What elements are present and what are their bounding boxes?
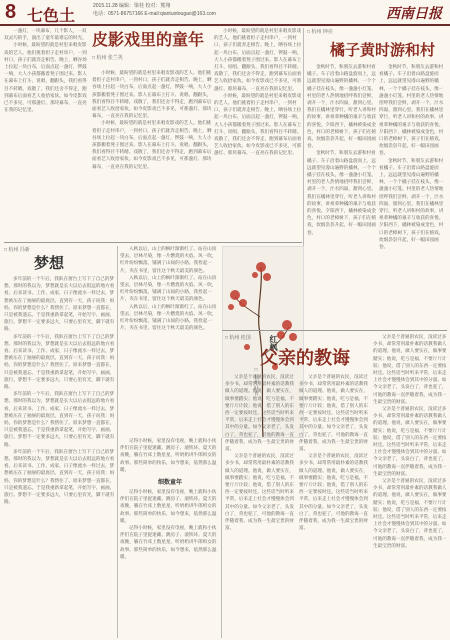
article-4-title: 父亲的教诲	[260, 348, 350, 369]
article-2-body-b: 多年前的一个午后，我趴在窗台上写下了自己的梦想。那时的我以为，梦想就是长大以后去很远的地方看看。后来读书、工作、成家，日子像流水一样过去，梦想被压在了抽屉的最底层。直到有一天，孩子问我：妈妈，你的梦想是什么？我愣住了。原来梦想一直都在，只是被我遗忘。于是我重新拿起笔，开始写字、画画、旅行。梦想不一定要多远大，只要心里有光，脚下就有路。	[4, 334, 115, 391]
section-title: 七色土	[27, 8, 76, 25]
article-3-body-col-2	[379, 64, 447, 326]
column-divider-2	[117, 246, 118, 638]
article-4-body-col-3	[373, 334, 447, 638]
article-5-body-b: 入秋以后，山上的枫叶渐渐红了。站在山顶望去，层林尽染，像一片燃烧的火焰。风一吹，红叶纷纷飘落，铺满了山间的小路。我捡起一片，夹在书里，留住这个秋天最美的颜色。	[120, 275, 217, 303]
article-3-body-d: 金秋时节，和朋友去游和村看橘子。车子沿着山路盘旋而上，远远就望见漫山遍野的橘林，一个个橘子挂在枝头，像一盏盏小灯笼。村里的老人热情地招呼我们尝鲜，剥开一个，汁水四溢，甜到心里。我们在橘林里穿行，听老人讲和村的故事，讲祖辈种橘的艰辛与收获的喜悦。夕阳西下，橘林被染成金色，村口的老樟树下，孩子们在嬉戏，炊烟袅袅升起，好一幅田园画卷。	[379, 158, 444, 251]
article-1-body-c: 小时候，最盼望的就是村里来唱皮影戏的艺人。他们挑着担子走村串户，一到村口，孩子们就奔走相告。晚上，晒谷场上拉起一块白布，后面点起一盏灯，锣鼓一响，大人小孩都搬着凳子围过来。影人在幕布上打斗、说唱、翻跟头，我们看得目不转睛。戏散了，我们还舍不得走，跑到幕布后面看艺人收拾家伙。如今皮影戏已不多见，可那盏灯、那块幕布，一直亮在我的记忆里。	[92, 121, 212, 170]
article-3-body-a: 金秋时节，和朋友去游和村看橘子。车子沿着山路盘旋而上，远远就望见漫山遍野的橘林，一个个橘子挂在枝头，像一盏盏小灯笼。村里的老人热情地招呼我们尝鲜，剥开一个，汁水四溢，甜到心里。我们在橘林里穿行，听老人讲和村的故事，讲祖辈种橘的艰辛与收获的喜悦。夕阳西下，橘林被染成金色，村口的老樟树下，孩子们在嬉戏，炊烟袅袅升起，好一幅田园画卷。	[307, 65, 376, 150]
article-1-body-b: 小时候，最盼望的就是村里来唱皮影戏的艺人。他们挑着担子走村串户，一到村口，孩子们就奔走相告。晚上，晒谷场上拉起一块白布，后面点起一盏灯，锣鼓一响，大人小孩都搬着凳子围过来。影人在幕布上打斗、说唱、翻跟头，我们看得目不转睛。戏散了，我们还舍不得走，跑到幕布后面看艺人收拾家伙。如今皮影戏已不多见，可那盏灯、那块幕布，一直亮在我的记忆里。	[92, 71, 212, 120]
article-1-body-col	[92, 70, 212, 240]
article-2-body-d: 多年前的一个午后，我趴在窗台上写下了自己的梦想。那时的我以为，梦想就是长大以后去很远的地方看看。后来读书、工作、成家，日子像流水一样过去，梦想被压在了抽屉的最底层。直到有一天，孩子问我：妈妈，你的梦想是什么？我愣住了。原来梦想一直都在，只是被我遗忘。于是我重新拿起笔，开始写字、画画、旅行。梦想不一定要多远大，只要心里有光，脚下就有路。	[4, 449, 115, 506]
article-3-body-c: 金秋时节，和朋友去游和村看橘子。车子沿着山路盘旋而上，远远就望见漫山遍野的橘林，一个个橘子挂在枝头，像一盏盏小灯笼。村里的老人热情地招呼我们尝鲜，剥开一个，汁水四溢，甜到心里。我们在橘林里穿行，听老人讲和村的故事，讲祖辈种橘的艰辛与收获的喜悦。夕阳西下，橘林被染成金色，村口的老樟树下，孩子们在嬉戏，炊烟袅袅升起，好一幅田园画卷。	[379, 65, 444, 157]
article-1-byline: □ 杭州 张兰英	[92, 55, 123, 61]
article-1-body-col-2	[214, 28, 302, 240]
article-4-body-col-2	[299, 374, 371, 638]
article-4-byline: □ 杭州 桂国	[225, 335, 251, 341]
page-header	[0, 0, 450, 26]
article-4-body-b: 父亲是个普通的农民，没读过多少书，却常常用最朴素的话教我做人的道理。他说，做人要实在，做事要踏实；他说，吃亏是福，不要斤斤计较；他说，借了别人的东西一定要按时还。这些话当时听来平常，后来走上社会才慢慢体会到其中的分量。如今父亲老了，头发白了，背也驼了，可他的教诲一直伴随着我，成为我一生最宝贵的财富。	[225, 454, 294, 532]
article-6-body-c: 记得小时候，家里没有电视，晚上就和小伙伴们在院子里捉迷藏、跳房子、滚铁环。夏天的夜晚，躺在竹床上数星星，听奶奶讲牛郎织女的故事。那些简单的快乐，如今想来，依然那么温暖。	[120, 526, 217, 560]
article-1-body-d: 小时候，最盼望的就是村里来唱皮影戏的艺人。他们挑着担子走村串户，一到村口，孩子们就奔走相告。晚上，晒谷场上拉起一块白布，后面点起一盏灯，锣鼓一响，大人小孩都搬着凳子围过来。影人在幕布上打斗、说唱、翻跟头，我们看得目不转睛。戏散了，我们还舍不得走，跑到幕布后面看艺人收拾家伙。如今皮影戏已不多见，可那盏灯、那块幕布，一直亮在我的记忆里。	[214, 29, 302, 92]
article-4-body-e: 父亲是个普通的农民，没读过多少书，却常常用最朴素的话教我做人的道理。他说，做人要实在，做事要踏实；他说，吃亏是福，不要斤斤计较；他说，借了别人的东西一定要按时还。这些话当时听来平常，后来走上社会才慢慢体会到其中的分量。如今父亲老了，头发白了，背也驼了，可他的教诲一直伴随着我，成为我一生最宝贵的财富。	[373, 335, 447, 405]
article-3-byline: □ 杭州 钟亮	[307, 29, 333, 35]
article-3-body-b: 金秋时节，和朋友去游和村看橘子。车子沿着山路盘旋而上，远远就望见漫山遍野的橘林，一个个橘子挂在枝头，像一盏盏小灯笼。村里的老人热情地招呼我们尝鲜，剥开一个，汁水四溢，甜到心里。我们在橘林里穿行，听老人讲和村的故事，讲祖辈种橘的艰辛与收获的喜悦。夕阳西下，橘林被染成金色，村口的老樟树下，孩子们在嬉戏，炊烟袅袅升起，好一幅田园画卷。	[307, 151, 376, 236]
article-6-body-a: 记得小时候，家里没有电视，晚上就和小伙伴们在院子里捉迷藏、跳房子、滚铁环。夏天的夜晚，躺在竹床上数星星，听奶奶讲牛郎织女的故事。那些简单的快乐，如今想来，依然那么温暖。	[120, 439, 217, 473]
article-4-body-a: 父亲是个普通的农民，没读过多少书，却常常用最朴素的话教我做人的道理。他说，做人要实在，做事要踏实；他说，吃亏是福，不要斤斤计较；他说，借了别人的东西一定要按时还。这些话当时听来平常，后来走上社会才慢慢体会到其中的分量。如今父亲老了，头发白了，背也驼了，可他的教诲一直伴随着我，成为我一生最宝贵的财富。	[225, 375, 294, 453]
article-2-body-a: 多年前的一个午后，我趴在窗台上写下了自己的梦想。那时的我以为，梦想就是长大以后去很远的地方看看。后来读书、工作、成家，日子像流水一样过去，梦想被压在了抽屉的最底层。直到有一天，孩子问我：妈妈，你的梦想是什么？我愣住了。原来梦想一直都在，只是被我遗忘。于是我重新拿起笔，开始写字、画画、旅行。梦想不一定要多远大，只要心里有光，脚下就有路。	[4, 277, 115, 333]
article-4-body-f: 父亲是个普通的农民，没读过多少书，却常常用最朴素的话教我做人的道理。他说，做人要实在，做事要踏实；他说，吃亏是福，不要斤斤计较；他说，借了别人的东西一定要按时还。这些话当时听来平常，后来走上社会才慢慢体会到其中的分量。如今父亲老了，头发白了，背也驼了，可他的教诲一直伴随着我，成为我一生最宝贵的财富。	[373, 407, 447, 477]
article-1-title: 皮影戏里的童年	[92, 30, 205, 49]
date-editor: 2015.11.28 编辑：梁桂 校对：熊翔	[93, 3, 171, 9]
article-3-title: 橘子黄时游和村	[330, 41, 436, 59]
article-6-subhead: 细数童年	[157, 480, 182, 487]
article-2-body-c: 多年前的一个午后，我趴在窗台上写下了自己的梦想。那时的我以为，梦想就是长大以后去很远的地方看看。后来读书、工作、成家，日子像流水一样过去，梦想被压在了抽屉的最底层。直到有一天，孩子问我：妈妈，你的梦想是什么？我愣住了。原来梦想一直都在，只是被我遗忘。于是我重新拿起笔，开始写字、画画、旅行。梦想不一定要多远大，只要心里有光，脚下就有路。	[4, 392, 115, 448]
article-4-body-c: 父亲是个普通的农民，没读过多少书，却常常用最朴素的话教我做人的道理。他说，做人要实在，做事要踏实；他说，吃亏是福，不要斤斤计较；他说，借了别人的东西一定要按时还。这些话当时听来平常，后来走上社会才慢慢体会到其中的分量。如今父亲老了，头发白了，背也驼了，可他的教诲一直伴随着我，成为我一生最宝贵的财富。	[299, 375, 368, 453]
article-1-lead-col	[4, 28, 90, 240]
page-number: 8	[5, 1, 17, 23]
painting-caption: 红枫	[269, 335, 279, 351]
article-5-body-a: 入秋以后，山上的枫叶渐渐红了。站在山顶望去，层林尽染，像一片燃烧的火焰。风一吹，红叶纷纷飘落，铺满了山间的小路。我捡起一片，夹在书里，留住这个秋天最美的颜色。	[120, 247, 217, 274]
article-5-body-c: 入秋以后，山上的枫叶渐渐红了。站在山顶望去，层林尽染，像一片燃烧的火焰。风一吹，红叶纷纷飘落，铺满了山间的小路。我捡起一片，夹在书里，留住这个秋天最美的颜色。	[120, 304, 217, 332]
section-divider	[4, 242, 302, 243]
article-1-lead: 一盏灯，一块幕布，几个影人，一双双灵巧的手，演出了童年最难忘的时光。	[4, 29, 87, 42]
newspaper-masthead: 西南日报	[386, 6, 442, 22]
column-divider-3	[221, 438, 222, 638]
article-2-header	[4, 246, 104, 276]
article-3-body-col	[307, 64, 377, 326]
article-4-body-d: 父亲是个普通的农民，没读过多少书，却常常用最朴素的话教我做人的道理。他说，做人要实在，做事要踏实；他说，吃亏是福，不要斤斤计较；他说，借了别人的东西一定要按时还。这些话当时听来平常，后来走上社会才慢慢体会到其中的分量。如今父亲老了，头发白了，背也驼了，可他的教诲一直伴随着我，成为我一生最宝贵的财富。	[299, 454, 368, 532]
article-4-body-g: 父亲是个普通的农民，没读过多少书，却常常用最朴素的话教我做人的道理。他说，做人要实在，做事要踏实；他说，吃亏是福，不要斤斤计较；他说，借了别人的东西一定要按时还。这些话当时听来平常，后来走上社会才慢慢体会到其中的分量。如今父亲老了，头发白了，背也驼了，可他的教诲一直伴随着我，成为我一生最宝贵的财富。	[373, 479, 447, 549]
article-2-byline: □ 杭州 冯新	[4, 247, 30, 253]
article-4-body-col	[225, 374, 297, 638]
article-2-body-col	[4, 276, 116, 638]
article-6-body-b: 记得小时候，家里没有电视，晚上就和小伙伴们在院子里捉迷藏、跳房子、滚铁环。夏天的夜晚，躺在竹床上数星星，听奶奶讲牛郎织女的故事。那些简单的快乐，如今想来，依然那么温暖。	[120, 490, 217, 524]
section-divider-2	[222, 330, 447, 331]
article-6-body-col	[120, 438, 220, 638]
contact-info: 电话：0571-86757166 E-mail:qiantuotougao@163.com	[93, 11, 216, 17]
article-1-body-a: 小时候，最盼望的就是村里来唱皮影戏的艺人。他们挑着担子走村串户，一到村口，孩子们就奔走相告。晚上，晒谷场上拉起一块白布，后面点起一盏灯，锣鼓一响，大人小孩都搬着凳子围过来。影人在幕布上打斗、说唱、翻跟头，我们看得目不转睛。戏散了，我们还舍不得走，跑到幕布后面看艺人收拾家伙。如今皮影戏已不多见，可那盏灯、那块幕布，一直亮在我的记忆里。	[4, 43, 87, 114]
article-3-header	[330, 40, 448, 64]
article-5-body-col	[120, 246, 220, 434]
painting-byline: □ 杭州 叶青	[253, 367, 259, 396]
article-1-body-e: 小时候，最盼望的就是村里来唱皮影戏的艺人。他们挑着担子走村串户，一到村口，孩子们就奔走相告。晚上，晒谷场上拉起一块白布，后面点起一盏灯，锣鼓一响，大人小孩都搬着凳子围过来。影人在幕布上打斗、说唱、翻跟头，我们看得目不转睛。戏散了，我们还舍不得走，跑到幕布后面看艺人收拾家伙。如今皮影戏已不多见，可那盏灯、那块幕布，一直亮在我的记忆里。	[214, 93, 302, 157]
article-2-title: 梦想	[34, 254, 65, 272]
